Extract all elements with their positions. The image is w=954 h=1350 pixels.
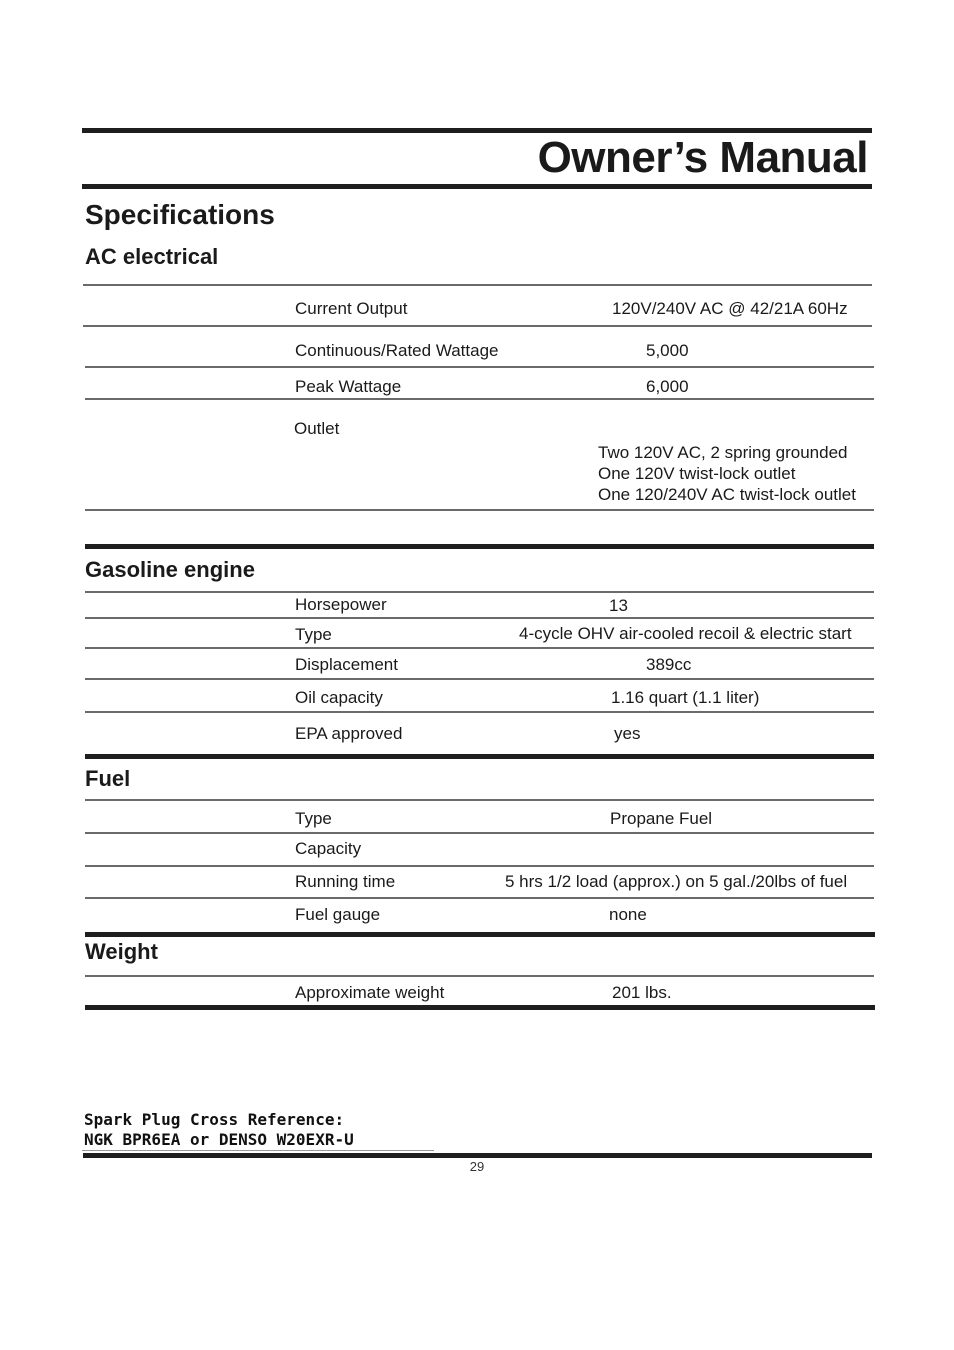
- spec-label: Peak Wattage: [295, 377, 402, 396]
- divider: [85, 799, 874, 801]
- spark-underline: [82, 1150, 434, 1151]
- spec-label: EPA approved: [295, 724, 403, 743]
- page-number: 29: [469, 1159, 485, 1174]
- spec-label: Current Output: [295, 299, 408, 318]
- header-bottom-rule: [82, 184, 872, 189]
- section-rule: [85, 1005, 875, 1010]
- spec-label: Continuous/Rated Wattage: [295, 341, 499, 360]
- engine-heading: Gasoline engine: [85, 557, 255, 582]
- section-rule: [85, 754, 874, 759]
- divider: [85, 617, 874, 619]
- spec-value: 5,000: [646, 341, 689, 360]
- spec-value: Propane Fuel: [610, 809, 713, 828]
- spark-plug-reference: [84, 1110, 354, 1150]
- spec-label: Approximate weight: [295, 983, 445, 1002]
- footer-rule: [83, 1153, 872, 1158]
- divider: [85, 865, 874, 867]
- spec-label: Displacement: [295, 655, 398, 674]
- spec-label: Type: [295, 625, 332, 644]
- spec-value: 201 lbs.: [612, 983, 672, 1002]
- spec-value: 4-cycle OHV air-cooled recoil & electric start: [519, 624, 852, 643]
- spec-label: Capacity: [295, 839, 362, 858]
- spark-plug-line: NGK BPR6EA or DENSO W20EXR-U: [84, 1130, 354, 1149]
- section-rule: [85, 544, 874, 549]
- page-title: Owner’s Manual: [537, 133, 868, 182]
- spec-value: 5 hrs 1/2 load (approx.) on 5 gal./20lbs of fuel: [505, 872, 848, 891]
- spark-plug-line: Spark Plug Cross Reference:: [84, 1110, 345, 1129]
- spec-value: One 120V twist-lock outlet: [598, 464, 796, 483]
- spec-value: yes: [614, 724, 641, 743]
- fuel-heading: Fuel: [85, 766, 131, 791]
- divider: [85, 711, 874, 713]
- spec-label: Fuel gauge: [295, 905, 381, 924]
- spec-label: Outlet: [294, 419, 340, 438]
- spec-value: 13: [609, 596, 628, 615]
- divider: [85, 509, 874, 511]
- spec-label: Horsepower: [295, 595, 387, 614]
- spec-value: Two 120V AC, 2 spring grounded: [598, 443, 848, 462]
- weight-heading: Weight: [85, 939, 158, 964]
- spec-value: 120V/240V AC @ 42/21A 60Hz: [612, 299, 848, 318]
- divider: [85, 366, 874, 368]
- spec-value: none: [609, 905, 647, 924]
- divider: [83, 284, 872, 286]
- spec-value: 389cc: [646, 655, 692, 674]
- spec-value: 1.16 quart (1.1 liter): [611, 688, 760, 707]
- ac-heading: AC electrical: [85, 244, 219, 269]
- divider: [85, 897, 874, 899]
- divider: [85, 975, 874, 977]
- section-title: Specifications: [85, 199, 275, 230]
- spec-label: Running time: [295, 872, 396, 891]
- section-rule: [85, 932, 875, 937]
- divider: [83, 325, 872, 327]
- divider: [85, 832, 874, 834]
- spec-value: 6,000: [646, 377, 689, 396]
- divider: [85, 591, 874, 593]
- divider: [85, 678, 874, 680]
- divider: [85, 647, 874, 649]
- divider: [85, 398, 874, 400]
- spec-label: Oil capacity: [295, 688, 383, 707]
- spec-value: One 120/240V AC twist-lock outlet: [598, 485, 856, 504]
- spec-label: Type: [295, 809, 332, 828]
